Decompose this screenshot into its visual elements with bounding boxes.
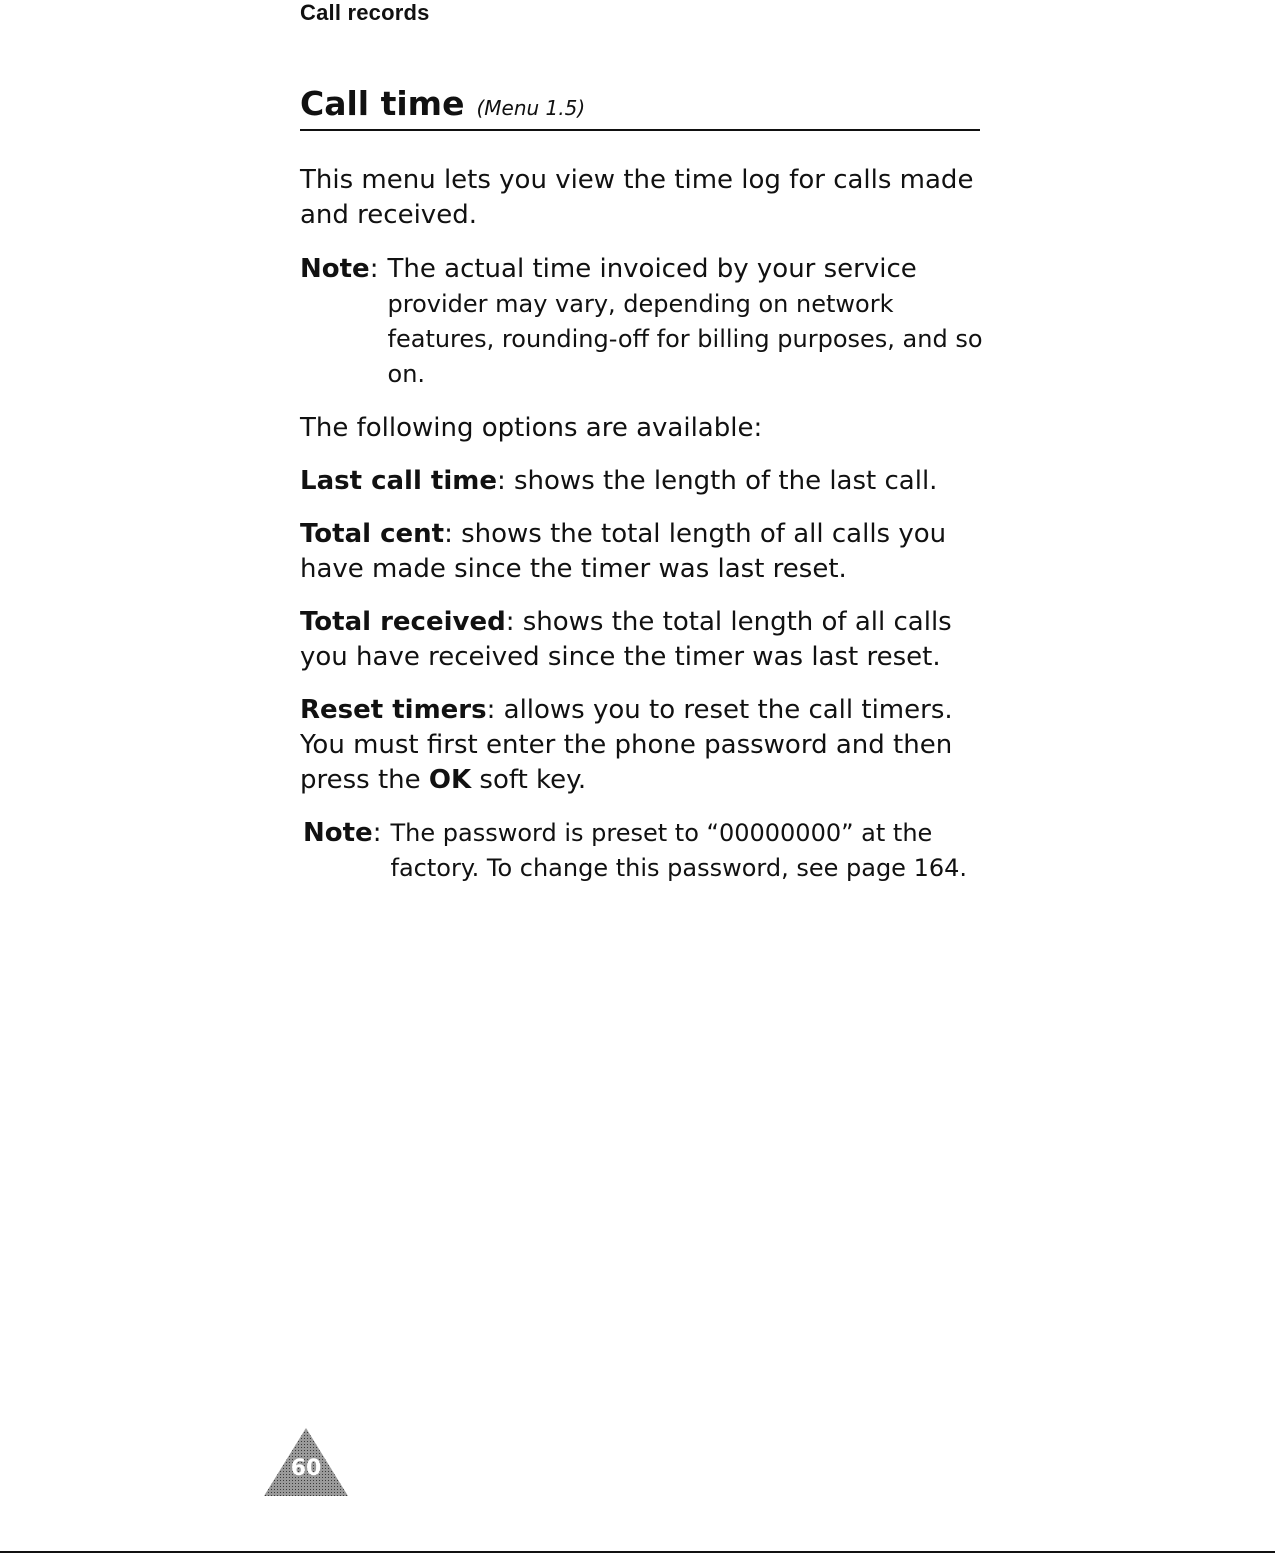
note-password [300,816,990,886]
body-content [300,163,990,886]
option-total-cent: Total cent: shows the total length of all calls you have made since the timer was last reset. [300,519,947,584]
section-heading [300,84,980,131]
options-intro: The following options are available: [300,413,763,443]
option-total-received: Total received: shows the total length of all calls you have received since the timer was last reset. [300,607,952,672]
page-title: Call time [300,84,465,123]
menu-reference: (Menu 1.5) [476,96,586,120]
option-last-call-time: Last call time: shows the length of the last call. [300,466,938,496]
running-header: Call records [300,0,430,25]
note-text: The actual time invoiced by your service provider may vary, depending on network features, rounding-off for billing purposes, and so on. [387,254,983,388]
note-label: Note: [300,254,379,284]
option-reset-timers: Reset timers: allows you to reset the call timers. You must first enter the phone password and then press the OK soft key. [300,695,953,795]
note-text: The password is preset to “00000000” at the factory. To change this password, see page 164. [390,819,968,882]
bottom-rule [0,1551,1275,1553]
page-number-badge [262,1426,350,1498]
note-label: Note: [303,818,382,848]
intro-paragraph: This menu lets you view the time log for calls made and received. [300,165,974,230]
note-billing [300,252,990,392]
page-number: 60 [290,1456,322,1481]
